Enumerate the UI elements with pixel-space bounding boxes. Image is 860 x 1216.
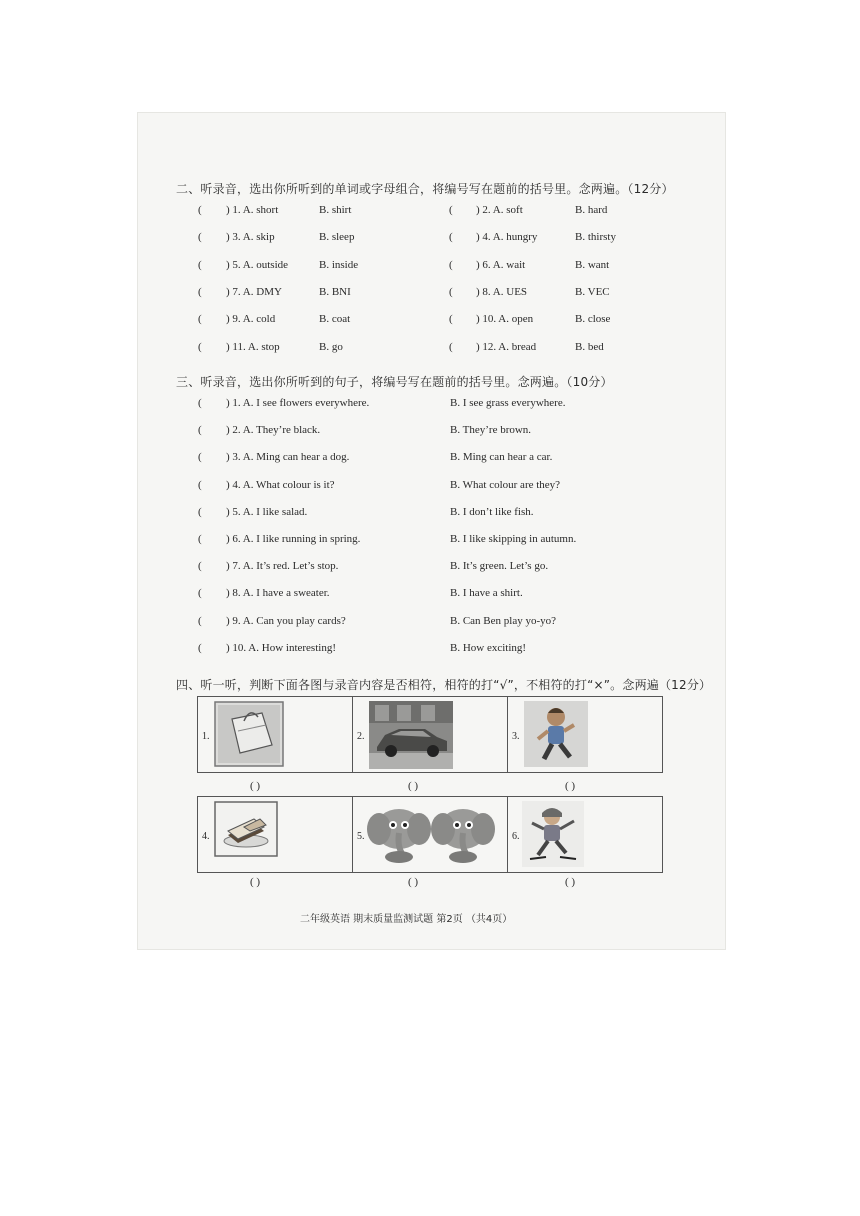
picture-number: 6. bbox=[512, 831, 520, 842]
option-a: ) 7. A. DMY bbox=[226, 285, 282, 298]
option-a: ) 5. A. outside bbox=[226, 258, 289, 271]
option-a: ) 8. A. UES bbox=[476, 285, 528, 298]
picture-number: 5. bbox=[357, 831, 365, 842]
option-b: B. I see grass everywhere. bbox=[450, 397, 566, 409]
option-b: B. VEC bbox=[575, 285, 610, 298]
option-b: B. hard bbox=[575, 204, 608, 216]
option-b: B. Ming can hear a car. bbox=[450, 451, 553, 464]
cake-picture bbox=[214, 801, 278, 857]
answer-blank-6[interactable]: ( ) bbox=[565, 876, 576, 888]
picture-cell-5 bbox=[353, 797, 508, 872]
picture-row-2 bbox=[197, 796, 663, 873]
page-footer: 二年级英语 期末质量监测试题 第2页 （共4页） bbox=[300, 914, 513, 925]
option-a: ) 9. A. Can you play cards? bbox=[226, 614, 346, 627]
answer-bracket[interactable]: ( bbox=[198, 560, 202, 573]
section2-title: 二、听录音，选出你所听到的单词或字母组合，将编号写在题前的括号里。念两遍。（12分） bbox=[176, 182, 674, 196]
option-a: ) 6. A. wait bbox=[476, 258, 526, 271]
answer-bracket[interactable]: ( bbox=[449, 204, 453, 216]
option-b: B. bed bbox=[575, 340, 604, 353]
answer-blank-5[interactable]: ( ) bbox=[408, 876, 419, 888]
answer-blank-1[interactable]: ( ) bbox=[250, 780, 261, 792]
option-b: B. It’s green. Let’s go. bbox=[450, 560, 549, 573]
option-b: B. How exciting! bbox=[450, 641, 527, 654]
option-b: B. close bbox=[575, 313, 611, 326]
answer-bracket[interactable]: ( bbox=[198, 340, 202, 353]
answer-blank-4[interactable]: ( ) bbox=[250, 876, 261, 888]
picture-cell-3 bbox=[508, 697, 662, 772]
option-b: B. coat bbox=[319, 313, 351, 326]
option-a: ) 8. A. I have a sweater. bbox=[226, 587, 330, 600]
option-a: ) 1. A. I see flowers everywhere. bbox=[226, 397, 370, 409]
option-a: ) 2. A. soft bbox=[476, 204, 523, 216]
answer-bracket[interactable]: ( bbox=[198, 451, 202, 464]
option-b: B. go bbox=[319, 340, 343, 353]
option-a: ) 9. A. cold bbox=[226, 313, 276, 326]
picture-row-1 bbox=[197, 696, 663, 773]
picture-cell-4 bbox=[198, 797, 353, 872]
option-a: ) 10. A. open bbox=[476, 313, 534, 326]
running-boy-picture bbox=[524, 701, 588, 767]
option-b: B. I like skipping in autumn. bbox=[450, 533, 577, 545]
option-b: B. sleep bbox=[319, 231, 355, 244]
answer-blank-2[interactable]: ( ) bbox=[408, 780, 419, 792]
section4-title: 四、听一听，判断下面各图与录音内容是否相符，相符的打“√”，不相符的打“×”。念两遍（12分） bbox=[176, 678, 712, 692]
option-b: B. They’re brown. bbox=[450, 424, 532, 437]
answer-bracket[interactable]: ( bbox=[198, 258, 202, 271]
picture-number: 3. bbox=[512, 731, 520, 742]
picture-number: 4. bbox=[202, 831, 210, 842]
answer-bracket[interactable]: ( bbox=[198, 478, 202, 491]
answer-bracket[interactable]: ( bbox=[198, 397, 202, 409]
option-a: ) 11. A. stop bbox=[226, 340, 280, 353]
option-a: ) 6. A. I like running in spring. bbox=[226, 533, 361, 545]
answer-bracket[interactable]: ( bbox=[198, 313, 202, 326]
option-a: ) 3. A. skip bbox=[226, 231, 275, 244]
option-b: B. shirt bbox=[319, 204, 352, 216]
car-picture bbox=[369, 701, 453, 769]
answer-bracket[interactable]: ( bbox=[198, 204, 202, 216]
picture-cell-6 bbox=[508, 797, 662, 872]
option-a: ) 12. A. bread bbox=[476, 340, 537, 353]
answer-blank-3[interactable]: ( ) bbox=[565, 780, 576, 792]
option-b: B. I don’t like fish. bbox=[450, 505, 534, 518]
option-b: B. What colour are they? bbox=[450, 478, 561, 491]
option-a: ) 5. A. I like salad. bbox=[226, 505, 308, 518]
option-a: ) 10. A. How interesting! bbox=[226, 641, 336, 654]
option-b: B. want bbox=[575, 258, 610, 271]
answer-bracket[interactable]: ( bbox=[449, 285, 453, 298]
option-a: ) 1. A. short bbox=[226, 204, 279, 216]
answer-bracket[interactable]: ( bbox=[449, 340, 453, 353]
option-b: B. BNI bbox=[319, 285, 351, 298]
answer-bracket[interactable]: ( bbox=[198, 424, 202, 437]
answer-bracket[interactable]: ( bbox=[198, 285, 202, 298]
answer-bracket[interactable]: ( bbox=[449, 231, 453, 244]
picture-number: 1. bbox=[202, 731, 210, 742]
option-a: ) 4. A. hungry bbox=[476, 231, 538, 244]
picture-cell-2 bbox=[353, 697, 508, 772]
picture-cell-1 bbox=[198, 697, 353, 772]
option-b: B. thirsty bbox=[575, 231, 616, 244]
answer-bracket[interactable]: ( bbox=[198, 533, 202, 545]
elephant-toys-picture bbox=[367, 801, 495, 867]
option-a: ) 3. A. Ming can hear a dog. bbox=[226, 451, 350, 464]
answer-bracket[interactable]: ( bbox=[449, 258, 453, 271]
option-a: ) 7. A. It’s red. Let’s stop. bbox=[226, 560, 339, 573]
picture-number: 2. bbox=[357, 731, 365, 742]
answer-bracket[interactable]: ( bbox=[198, 587, 202, 600]
section3-title: 三、听录音，选出你所听到的句子，将编号写在题前的括号里。念两遍。（10分） bbox=[176, 375, 613, 389]
option-b: B. inside bbox=[319, 258, 359, 271]
answer-bracket[interactable]: ( bbox=[198, 505, 202, 518]
option-b: B. I have a shirt. bbox=[450, 587, 523, 600]
shopping-bag-picture bbox=[214, 701, 284, 767]
skating-girl-picture bbox=[522, 801, 584, 867]
option-a: ) 2. A. They’re black. bbox=[226, 424, 321, 437]
answer-bracket[interactable]: ( bbox=[198, 641, 202, 654]
option-b: B. Can Ben play yo-yo? bbox=[450, 614, 557, 627]
answer-bracket[interactable]: ( bbox=[198, 614, 202, 627]
answer-bracket[interactable]: ( bbox=[449, 313, 453, 326]
option-a: ) 4. A. What colour is it? bbox=[226, 478, 335, 491]
answer-bracket[interactable]: ( bbox=[198, 231, 202, 244]
